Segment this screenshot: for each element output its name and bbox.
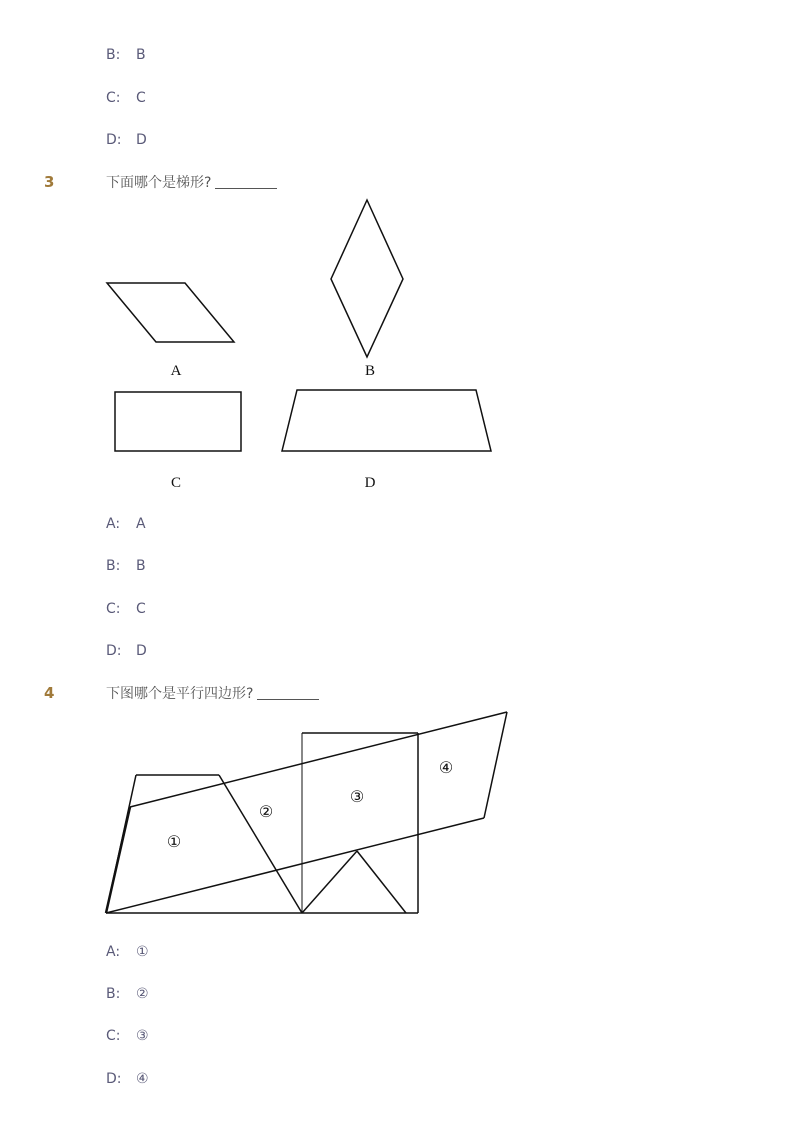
- option-value: ①: [136, 944, 149, 960]
- q3-figure: [0, 190, 800, 490]
- shape-b-rhombus: [331, 200, 403, 357]
- option-key: C:: [106, 90, 121, 106]
- option-value: ②: [136, 986, 149, 1002]
- question-text: [106, 684, 319, 704]
- option-key: C:: [106, 601, 121, 617]
- figure-label-four: ④: [438, 760, 454, 777]
- figure-label-a: A: [170, 363, 182, 379]
- option-key: B:: [106, 558, 121, 574]
- figure-label-three: ③: [349, 789, 365, 806]
- lower-parallel-line: [106, 818, 484, 913]
- q4-option-a[interactable]: [106, 942, 149, 962]
- figure-label-b: B: [364, 363, 376, 379]
- figure-label-c: C: [170, 475, 182, 491]
- question-text-content: 下面哪个是梯形?: [106, 175, 212, 191]
- option-key: B:: [106, 986, 121, 1002]
- q2-option-d[interactable]: [106, 130, 147, 150]
- answer-blank: [215, 188, 277, 189]
- question-text-content: 下图哪个是平行四边形?: [106, 686, 254, 702]
- shape-c-rectangle: [115, 392, 241, 451]
- option-key: D:: [106, 643, 122, 659]
- q2-option-b[interactable]: [106, 45, 146, 65]
- option-value: D: [136, 132, 147, 148]
- triangle-left: [302, 851, 357, 913]
- option-value: A: [136, 516, 146, 532]
- option-key: A:: [106, 516, 121, 532]
- q3-option-b[interactable]: [106, 556, 146, 576]
- shape-a-parallelogram: [107, 283, 234, 342]
- option-value: ③: [136, 1028, 149, 1044]
- question-number: 3: [44, 173, 55, 191]
- option-key: D:: [106, 132, 122, 148]
- figure-label-two: ②: [258, 804, 274, 821]
- q3-option-a[interactable]: [106, 514, 146, 534]
- q4-option-c[interactable]: [106, 1026, 149, 1046]
- answer-blank: [257, 699, 319, 700]
- option-key: A:: [106, 944, 121, 960]
- trapezoid-right-edge: [219, 775, 302, 913]
- option-value: D: [136, 643, 147, 659]
- q4-option-d[interactable]: [106, 1069, 149, 1089]
- q4-figure: [0, 705, 800, 925]
- option-value: B: [136, 47, 146, 63]
- triangle-right: [357, 851, 406, 913]
- figure-label-d: D: [364, 475, 376, 491]
- option-value: C: [136, 601, 146, 617]
- question-number: 4: [44, 684, 55, 702]
- shape-d-trapezoid: [282, 390, 491, 451]
- option-key: C:: [106, 1028, 121, 1044]
- figure-label-one: ①: [166, 834, 182, 851]
- option-key: D:: [106, 1071, 122, 1087]
- q3-option-d[interactable]: [106, 641, 147, 661]
- q2-option-c[interactable]: [106, 88, 146, 108]
- shape-four-right-edge: [484, 712, 507, 818]
- option-value: ④: [136, 1071, 149, 1087]
- option-key: B:: [106, 47, 121, 63]
- option-value: B: [136, 558, 146, 574]
- option-value: C: [136, 90, 146, 106]
- q3-option-c[interactable]: [106, 599, 146, 619]
- q4-option-b[interactable]: [106, 984, 149, 1004]
- shape-one-left-edge: [106, 807, 130, 913]
